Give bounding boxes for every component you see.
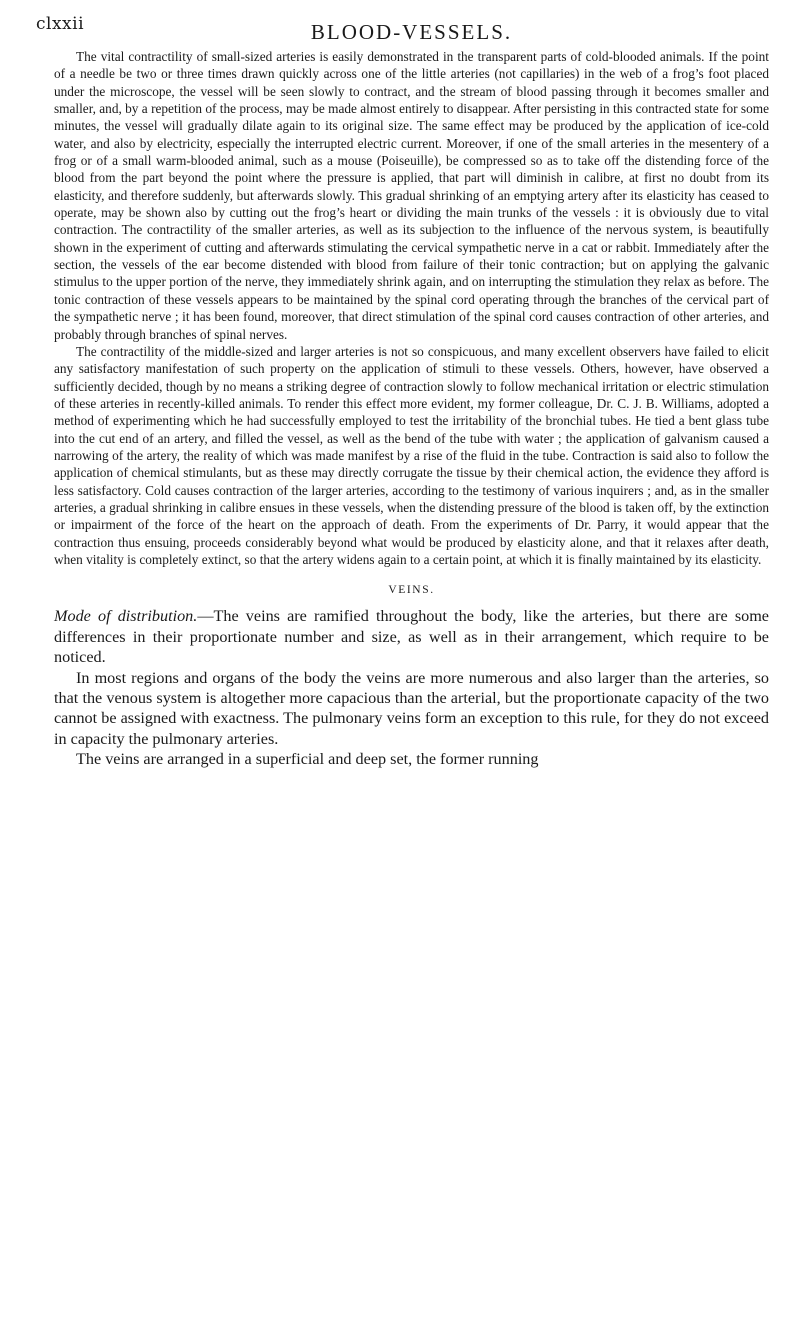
small-print-section	[54, 48, 769, 568]
paragraph-subheading: Mode of distribution.	[54, 607, 198, 626]
page-number: clxxii	[36, 14, 85, 34]
section-heading: VEINS.	[388, 584, 435, 597]
paragraph-small-1: The vital contractility of small-sized arteries is easily demonstrated in the transparent parts of cold-blooded animals. If the point of a needle be two or three times drawn quickly across one of the little arteries (not capillaries) in the web of a frog’s foot placed under the microscope, the vessel will be seen slowly to contract, and the stream of blood passing through it becomes smaller and smaller, and, by a repetition of the process, may be made almost entirely to disappear. After persisting in this contracted state for some minutes, the vessel will gradually dilate again to its original size. The same effect may be produced by the application of ice-cold water, and also by electricity, especially the interrupted electric current. Moreover, if one of the small arteries in the mesentery of a frog or of a small warm-blooded animal, such as a mouse (Poiseuille), be compressed so as to take off the distending force of the blood from the part beyond the point where the pressure is applied, that part will diminish in calibre, at first no doubt from its elasticity, and therefore suddenly, but afterwards slowly. This gradual shrinking of an emptying artery after its elasticity has ceased to operate, may be shown also by cutting out the frog’s heart or dividing the main trunks of the vessels : it is obviously due to vital contraction. The contractility of the smaller arteries, as well as its subjection to the influence of the nervous system, is beautifully shown in the experiment of cutting and afterwards stimulating the cervical sympathetic nerve in a cat or rabbit. Immediately after the section, the vessels of the ear become distended with blood from failure of their tonic contraction; but on applying the galvanic stimulus to the upper portion of the nerve, they immediately shrink again, and on interrupting the stimulation they relax as before. The tonic contraction of these vessels appears to be maintained by the spinal cord operating through the branches of the cervical part of the sympathetic nerve ; it has been found, moreover, that direct stimulation of the spinal cord causes contraction of other arteries, and probably through branches of spinal nerves.	[54, 49, 769, 342]
page-header	[36, 14, 769, 48]
main-text-section	[54, 606, 769, 769]
running-head: BLOOD-VESSELS.	[310, 20, 513, 44]
paragraph-large-1-text: —The veins are ramified throughout the body, like the arteries, but there are some differences in their proportionate number and size, as well as in their arrangement, which require to be noticed.	[54, 607, 769, 667]
paragraph-large-3: The veins are arranged in a superficial and deep set, the former running	[76, 750, 539, 769]
book-page	[36, 14, 769, 1304]
paragraph-large-2: In most regions and organs of the body the veins are more numerous and also larger than the arteries, so that the venous system is altogether more capacious than the arterial, but the proportionate capacity of the two cannot be assigned with exactness. The pulmonary veins form an exception to this rule, for they do not exceed in capacity the pulmonary arteries.	[54, 668, 769, 748]
paragraph-large-1	[54, 606, 769, 667]
paragraph-small-2: The contractility of the middle-sized and larger arteries is not so conspicuous, and many excellent observers have failed to elicit any satisfactory manifestation of such property on the application of stimuli to these vessels. Others, however, have observed a sufficiently decided, though by no means a striking degree of contraction slowly to follow mechanical irritation or electric stimulation of these arteries in recently-killed animals. To render this effect more evident, my former colleague, Dr. C. J. B. Williams, adopted a method of experimenting which he had successfully employed to test the irritability of the bronchial tubes. He tied a bent glass tube into the cut end of an artery, and filled the vessel, as well as the bend of the tube with water ; the application of galvanism caused a narrowing of the artery, the reality of which was made manifest by a rise of the fluid in the tube. Contraction is said also to follow the application of chemical stimulants, but as these may directly corrugate the tissue by their chemical action, the evidence they afford is less satisfactory. Cold causes contraction of the larger arteries, according to the testimony of various inquirers ; and, as in the smaller arteries, a gradual shrinking in calibre ensues in these vessels, when the distending pressure of the blood is taken off, by the extinction or impairment of the force of the heart on the approach of death. From the experiments of Dr. Parry, it would appear that the contraction thus ensuing, proceeds considerably beyond what would be produced by elasticity alone, and that it relaxes after death, when vitality is completely extinct, so that the artery widens again to a certain point, at which it is finally maintained by its elasticity.	[54, 343, 769, 567]
